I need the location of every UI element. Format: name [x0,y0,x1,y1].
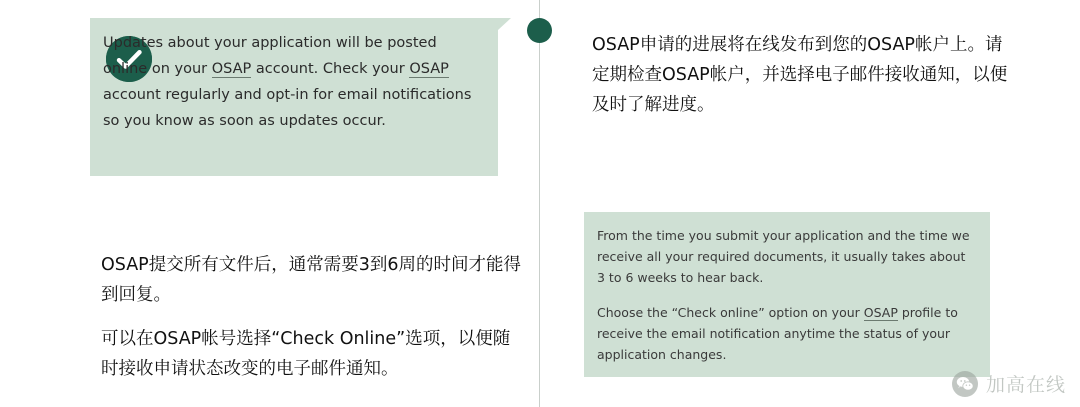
right-tip-box-text [597,225,971,365]
right-chinese-block [592,30,1012,120]
left-callout-text [103,30,483,134]
left-chinese-block [101,250,521,398]
callout-text-seg-3: account regularly and opt-in for email notifications so you know as soon as updates occur. [103,87,472,129]
left-callout-tail [498,18,511,30]
left-chinese-paragraph-1: OSAP提交所有文件后，通常需要3到6周的时间才能得到回复。 [101,255,521,305]
callout-osap-link-2[interactable]: OSAP [409,61,449,77]
vertical-divider [539,0,540,407]
callout-text-seg-2: account. Check your [251,61,410,77]
tipbox-text-seg-2: profile to receive the email notification anytime the status of your application changes. [597,305,958,362]
callout-text-seg-1: Updates about your application will be posted online on your [103,35,437,77]
wechat-icon [952,371,978,397]
right-chinese-paragraph-1: OSAP申请的进展将在线发布到您的OSAP帐户上。请定期检查OSAP帐户，并选择电子邮件接收通知，以便及时了解进度。 [592,35,1008,115]
left-chinese-paragraph-2: 可以在OSAP帐号选择“Check Online”选项，以便随时接收申请状态改变的电子邮件通知。 [101,329,511,379]
tipbox-paragraph-2 [597,302,971,365]
watermark [952,370,1066,397]
tipbox-text-seg-1: Choose the “Check online” option on your [597,305,864,320]
callout-osap-link-1[interactable]: OSAP [211,61,252,77]
divider-dot [527,18,552,43]
tipbox-osap-link[interactable]: OSAP [863,305,898,320]
watermark-label: 加高在线 [985,374,1066,396]
tipbox-paragraph-1: From the time you submit your application and the time we receive all your required documents, it usually takes about 3 to 6 weeks to hear back. [597,228,970,285]
